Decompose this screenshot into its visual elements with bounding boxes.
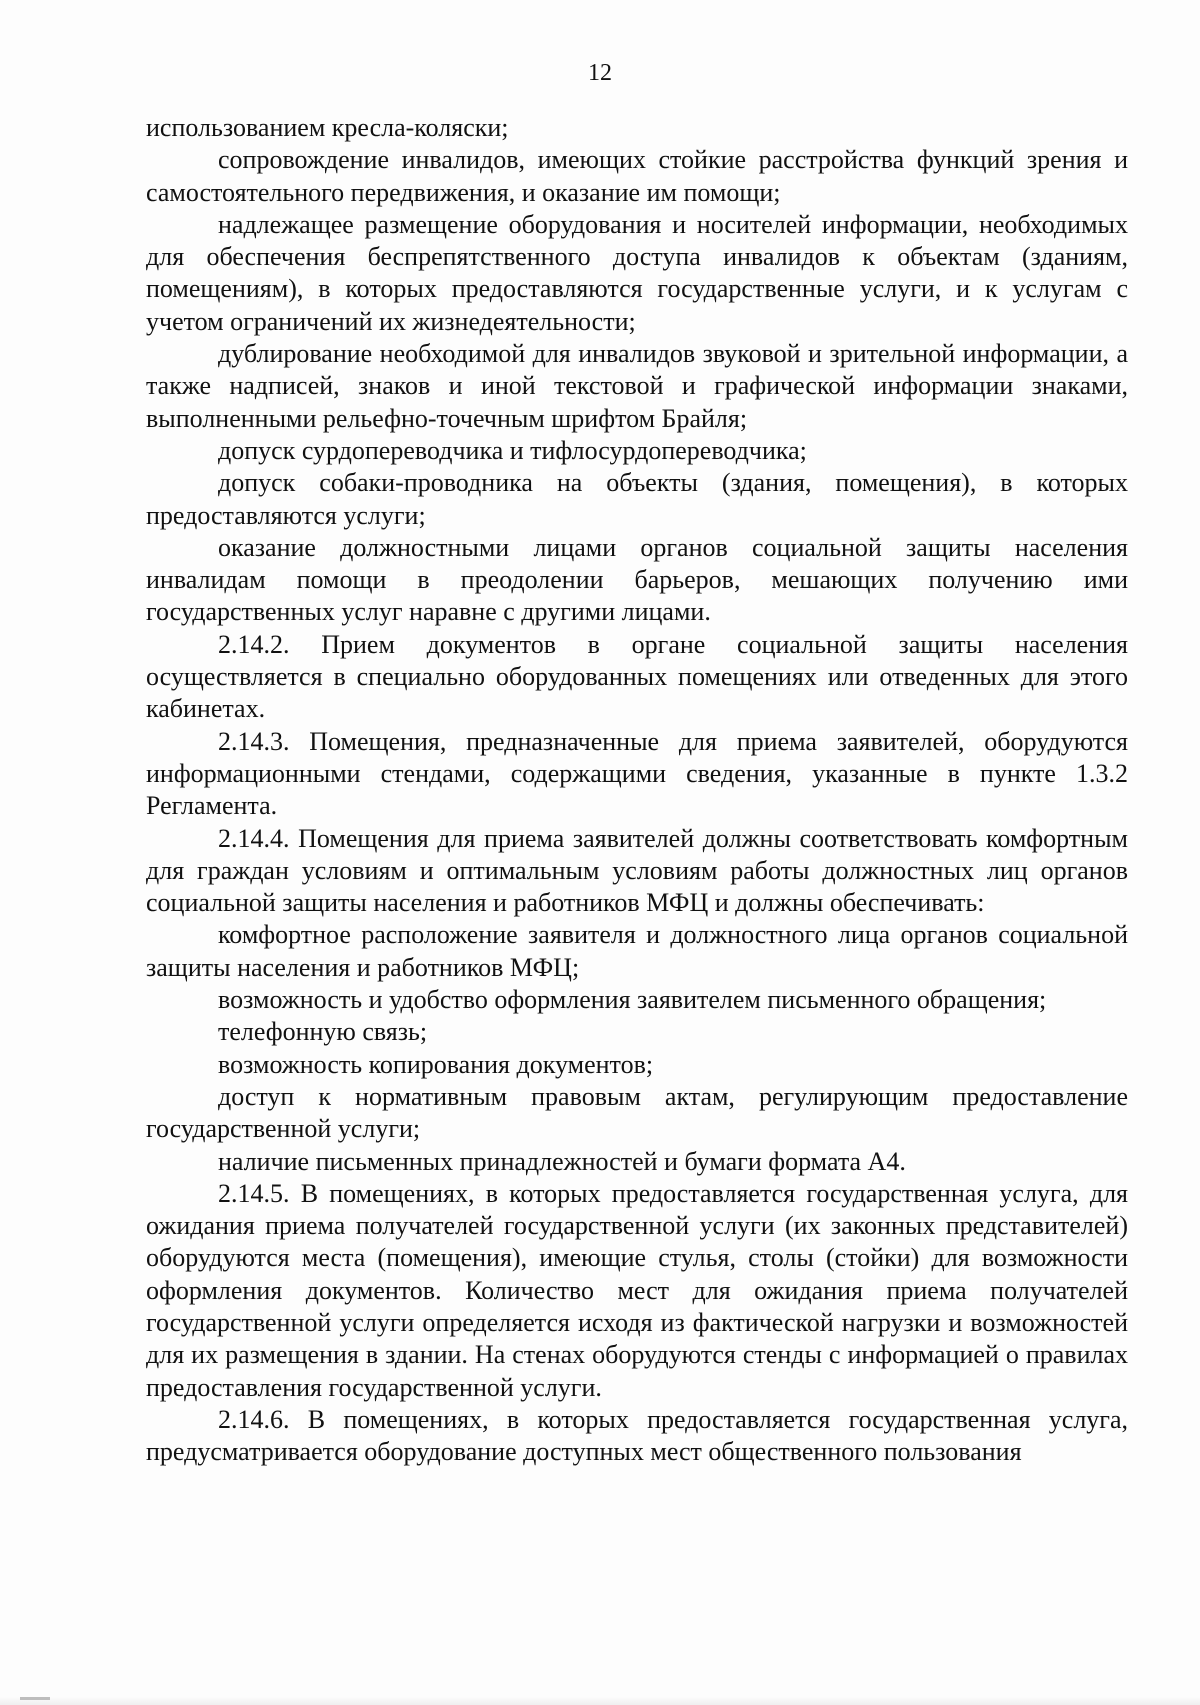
page-number: 12 (588, 60, 612, 86)
paragraph: 2.14.6. В помещениях, в которых предоставляется государственная услуга, предусматривается оборудование доступных мест общественного пользования (146, 1404, 1128, 1467)
paragraph: сопровождение инвалидов, имеющих стойкие расстройства функций зрения и самостоятельного передвижения, и оказание им помощи; (146, 145, 1128, 207)
paragraph: оказание должностными лицами органов социальной защиты населения инвалидам помощи в преодолении барьеров, мешающих получению ими государственных услуг наравне с другими лицами. (146, 532, 1128, 627)
paragraph: 2.14.5. В помещениях, в которых предоставляется государственная услуга, для ожидания приема получателей государственной услуги (их законных представителей) оборудуются места (помещения), имеющие стулья, столы (стойки) для возможности оформления документов. Количество мест для ожидания приема получателей государственной услуги определяется исходя из фактической нагрузки и возможностей для их размещения в здании. На стенах оборудуются стенды с информацией о правилах предоставления государственной услуги. (146, 1178, 1128, 1402)
paragraph: использованием кресла-коляски; (146, 113, 509, 142)
paragraph: возможность и удобство оформления заявителем письменного обращения; (218, 985, 1047, 1015)
paragraph: дублирование необходимой для инвалидов звуковой и зрительной информации, а также надписей, знаков и иной текстовой и графической информации знаками, выполненными рельефно-точечным шрифтом Брайля; (146, 339, 1128, 433)
scan-artifact (20, 1697, 50, 1700)
paragraph: допуск сурдопереводчика и тифлосурдопереводчика; (218, 435, 807, 465)
paragraph: 2.14.4. Помещения для приема заявителей должны соответствовать комфортным для граждан условиям и оптимальным условиям работы должностных лиц органов социальной защиты населения и работников МФЦ и должны обеспечивать: (146, 823, 1128, 918)
document-body (146, 112, 1128, 1468)
paragraph: комфортное расположение заявителя и должностного лица органов социальной защиты населения и работников МФЦ; (146, 920, 1128, 982)
paragraph: доступ к нормативным правовым актам, регулирующим предоставление государственной услуги; (146, 1081, 1128, 1144)
paragraph: 2.14.2. Прием документов в органе социальной защиты населения осуществляется в специально оборудованных помещениях или отведенных для этого кабинетах. (146, 629, 1128, 724)
paragraph: телефонную связь; (218, 1017, 428, 1047)
paragraph: возможность копирования документов; (218, 1049, 654, 1079)
scan-edge-shadow (0, 1697, 1200, 1705)
paragraph: допуск собаки-проводника на объекты (здания, помещения), в которых предоставляются услуги; (146, 468, 1128, 530)
paragraph: надлежащее размещение оборудования и носителей информации, необходимых для обеспечения беспрепятственного доступа инвалидов к объектам (зданиям, помещениям), в которых предоставляются государственные услуги, и к услугам с учетом ограничений их жизнедеятельности; (146, 209, 1128, 336)
paragraph: наличие письменных принадлежностей и бумаги формата А4. (218, 1146, 906, 1176)
paragraph: 2.14.3. Помещения, предназначенные для приема заявителей, оборудуются информационными стендами, содержащими сведения, указанные в пункте 1.3.2 Регламента. (146, 726, 1128, 821)
